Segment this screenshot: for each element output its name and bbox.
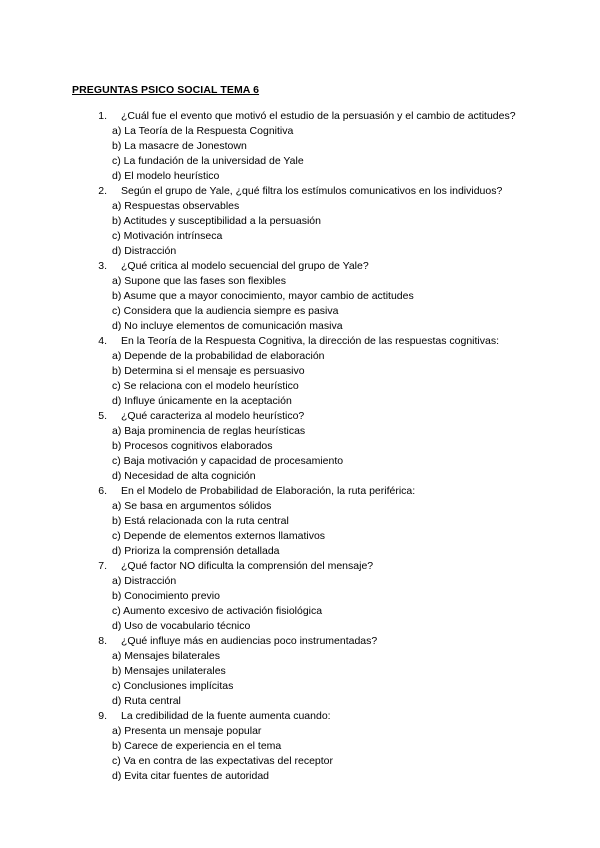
answer-option-text: a) Mensajes bilaterales: [112, 650, 220, 662]
answer-option: [0, 529, 600, 544]
answer-option: [0, 424, 600, 439]
answer-option-text: a) Respuestas observables: [112, 200, 240, 212]
answer-option-text: c) Se relaciona con el modelo heurístico: [112, 380, 299, 392]
answer-option: [0, 364, 600, 379]
question-item: [0, 634, 600, 709]
question-list: [0, 109, 600, 784]
answer-option: [0, 499, 600, 514]
answer-option: [0, 589, 600, 604]
answer-option: [0, 694, 600, 709]
question-number: 8.: [98, 635, 107, 647]
answer-option: [0, 139, 600, 154]
answer-option-text: a) Presenta un mensaje popular: [112, 725, 262, 737]
answer-option-text: d) Prioriza la comprensión detallada: [112, 545, 280, 557]
answer-option-text: a) Se basa en argumentos sólidos: [112, 500, 272, 512]
answer-option-text: c) Aumento excesivo de activación fisiológica: [112, 605, 323, 617]
answer-option: [0, 469, 600, 484]
answer-option: [0, 289, 600, 304]
answer-option-text: c) Considera que la audiencia siempre es pasiva: [112, 305, 339, 317]
question-text: ¿Cuál fue el evento que motivó el estudio de la persuasión y el cambio de actitudes?: [121, 110, 516, 122]
answer-option: [0, 169, 600, 184]
answer-option-text: a) Depende de la probabilidad de elaboración: [112, 350, 325, 362]
answer-option: [0, 319, 600, 334]
question-row: [0, 709, 600, 724]
answer-option: [0, 244, 600, 259]
question-text: ¿Qué caracteriza al modelo heurístico?: [121, 410, 305, 422]
answer-option-text: d) Ruta central: [112, 695, 181, 707]
question-text: ¿Qué factor NO dificulta la comprensión del mensaje?: [121, 560, 374, 572]
question-number: 6.: [98, 485, 107, 497]
answer-option-text: b) La masacre de Jonestown: [112, 140, 247, 152]
option-list: [0, 124, 600, 184]
answer-option: [0, 679, 600, 694]
answer-option: [0, 454, 600, 469]
answer-option: [0, 124, 600, 139]
option-list: [0, 574, 600, 634]
answer-option: [0, 544, 600, 559]
option-list: [0, 424, 600, 484]
answer-option-text: b) Actitudes y susceptibilidad a la persuasión: [112, 215, 321, 227]
answer-option-text: a) Baja prominencia de reglas heurísticas: [112, 425, 306, 437]
answer-option-text: d) Necesidad de alta cognición: [112, 470, 256, 482]
answer-option-text: b) Está relacionada con la ruta central: [112, 515, 289, 527]
answer-option: [0, 739, 600, 754]
question-item: [0, 559, 600, 634]
question-row: [0, 484, 600, 499]
question-text: En la Teoría de la Respuesta Cognitiva, la dirección de las respuestas cognitivas:: [121, 335, 500, 347]
question-row: [0, 184, 600, 199]
answer-option-text: a) Distracción: [112, 575, 177, 587]
answer-option-text: b) Determina si el mensaje es persuasivo: [112, 365, 305, 377]
answer-option-text: d) No incluye elementos de comunicación masiva: [112, 320, 343, 332]
answer-option: [0, 514, 600, 529]
answer-option-text: c) Motivación intrínseca: [112, 230, 223, 242]
question-number: 2.: [98, 185, 107, 197]
document-title: PREGUNTAS PSICO SOCIAL TEMA 6: [72, 84, 260, 96]
question-text: ¿Qué influye más en audiencias poco instrumentadas?: [121, 635, 378, 647]
answer-option-text: b) Procesos cognitivos elaborados: [112, 440, 273, 452]
answer-option: [0, 619, 600, 634]
answer-option: [0, 754, 600, 769]
answer-option-text: c) Conclusiones implícitas: [112, 680, 234, 692]
question-item: [0, 709, 600, 784]
answer-option-text: d) Distracción: [112, 245, 177, 257]
question-text: En el Modelo de Probabilidad de Elaboración, la ruta periférica:: [121, 485, 416, 497]
answer-option: [0, 349, 600, 364]
answer-option: [0, 229, 600, 244]
answer-option-text: a) La Teoría de la Respuesta Cognitiva: [112, 125, 294, 137]
question-number: 5.: [98, 410, 107, 422]
answer-option: [0, 604, 600, 619]
answer-option-text: d) Evita citar fuentes de autoridad: [112, 770, 270, 782]
question-number: 1.: [98, 110, 107, 122]
answer-option-text: d) Uso de vocabulario técnico: [112, 620, 251, 632]
answer-option: [0, 769, 600, 784]
answer-option-text: b) Mensajes unilaterales: [112, 665, 226, 677]
option-list: [0, 199, 600, 259]
answer-option: [0, 664, 600, 679]
answer-option: [0, 439, 600, 454]
question-item: [0, 184, 600, 259]
answer-option: [0, 199, 600, 214]
answer-option-text: d) El modelo heurístico: [112, 170, 220, 182]
answer-option: [0, 724, 600, 739]
option-list: [0, 649, 600, 709]
question-item: [0, 259, 600, 334]
question-number: 3.: [98, 260, 107, 272]
option-list: [0, 274, 600, 334]
answer-option-text: d) Influye únicamente en la aceptación: [112, 395, 292, 407]
answer-option: [0, 574, 600, 589]
answer-option: [0, 304, 600, 319]
answer-option-text: c) Va en contra de las expectativas del receptor: [112, 755, 334, 767]
question-row: [0, 634, 600, 649]
answer-option: [0, 394, 600, 409]
option-list: [0, 349, 600, 409]
answer-option: [0, 649, 600, 664]
question-row: [0, 259, 600, 274]
question-text: Según el grupo de Yale, ¿qué filtra los estímulos comunicativos en los individuos?: [121, 185, 503, 197]
answer-option: [0, 154, 600, 169]
question-number: 4.: [98, 335, 107, 347]
question-item: [0, 484, 600, 559]
answer-option-text: b) Carece de experiencia en el tema: [112, 740, 282, 752]
option-list: [0, 724, 600, 784]
question-item: [0, 409, 600, 484]
answer-option-text: b) Conocimiento previo: [112, 590, 220, 602]
question-number: 9.: [98, 710, 107, 722]
question-row: [0, 409, 600, 424]
answer-option: [0, 379, 600, 394]
answer-option: [0, 274, 600, 289]
question-number: 7.: [98, 560, 107, 572]
question-text: La credibilidad de la fuente aumenta cuando:: [121, 710, 331, 722]
answer-option: [0, 214, 600, 229]
answer-option-text: a) Supone que las fases son flexibles: [112, 275, 286, 287]
answer-option-text: c) La fundación de la universidad de Yale: [112, 155, 304, 167]
answer-option-text: c) Baja motivación y capacidad de procesamiento: [112, 455, 344, 467]
question-item: [0, 334, 600, 409]
answer-option-text: c) Depende de elementos externos llamativos: [112, 530, 326, 542]
question-row: [0, 559, 600, 574]
option-list: [0, 499, 600, 559]
question-row: [0, 109, 600, 124]
question-row: [0, 334, 600, 349]
question-text: ¿Qué critica al modelo secuencial del grupo de Yale?: [121, 260, 369, 272]
question-item: [0, 109, 600, 184]
answer-option-text: b) Asume que a mayor conocimiento, mayor cambio de actitudes: [112, 290, 414, 302]
